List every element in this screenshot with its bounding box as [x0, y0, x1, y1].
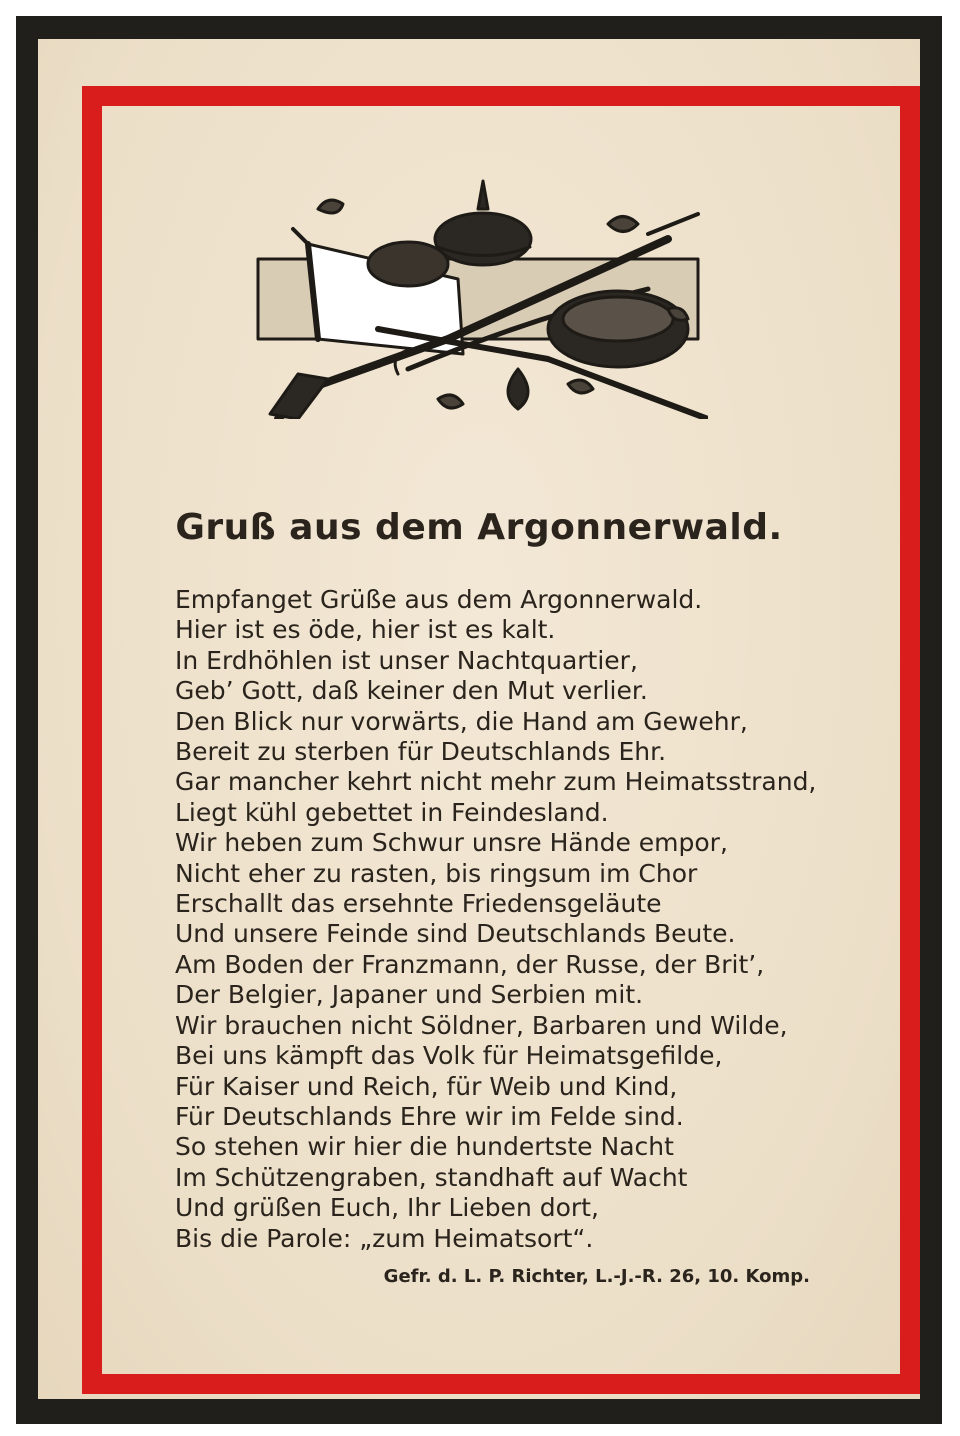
poem-line: Nicht eher zu rasten, bis ringsum im Chor [175, 858, 698, 888]
poem-line: Liegt kühl gebettet in Feindesland. [175, 797, 609, 827]
poem-line: Gar mancher kehrt nicht mehr zum Heimatsstrand, [175, 767, 817, 797]
poem-line: Wir heben zum Schwur unsre Hände empor, [175, 828, 728, 858]
poem-line: Hier ist es öde, hier ist es kalt. [175, 615, 556, 645]
poem-line: Erschallt das ersehnte Friedensgeläute [175, 889, 662, 919]
poem-line: Bis die Parole: „zum Heimatsort“. [175, 1223, 594, 1253]
poem-line: In Erdhöhlen ist unser Nachtquartier, [175, 645, 638, 675]
poem-line: Für Deutschlands Ehre wir im Felde sind. [175, 1101, 684, 1131]
poem-line: Und grüßen Euch, Ihr Lieben dort, [175, 1193, 599, 1223]
poem-line: Der Belgier, Japaner und Serbien mit. [175, 980, 644, 1010]
poem-line: Empfanget Grüße aus dem Argonnerwald. [175, 585, 703, 614]
poem-line: Bereit zu sterben für Deutschlands Ehr. [175, 737, 667, 767]
poem-line: Bei uns kämpft das Volk für Heimatsgefilde, [175, 1041, 723, 1071]
poem-line: Und unsere Feinde sind Deutschlands Beute. [175, 919, 736, 949]
poem-line: Wir brauchen nicht Söldner, Barbaren und Wilde, [175, 1010, 788, 1040]
card-paper [38, 39, 920, 1399]
military-trophy-illustration [248, 169, 708, 419]
poem-line: Im Schützengraben, standhaft auf Wacht [175, 1162, 688, 1192]
poem-line: Für Kaiser und Reich, für Weib und Kind, [175, 1071, 678, 1101]
poem-line: So stehen wir hier die hundertste Nacht [175, 1132, 674, 1162]
poem-line: Geb’ Gott, daß keiner den Mut verlier. [175, 676, 648, 706]
poem-line: Am Boden der Franzmann, der Russe, der Brit’, [175, 949, 765, 979]
author-signature: Gefr. d. L. P. Richter, L.-J.-R. 26, 10. Komp. [383, 1266, 810, 1287]
postcard [16, 16, 942, 1424]
poem-line: Den Blick nur vorwärts, die Hand am Gewehr, [175, 706, 748, 736]
poem-title: Gruß aus dem Argonnerwald. [175, 507, 783, 548]
poem-text [175, 585, 835, 1254]
